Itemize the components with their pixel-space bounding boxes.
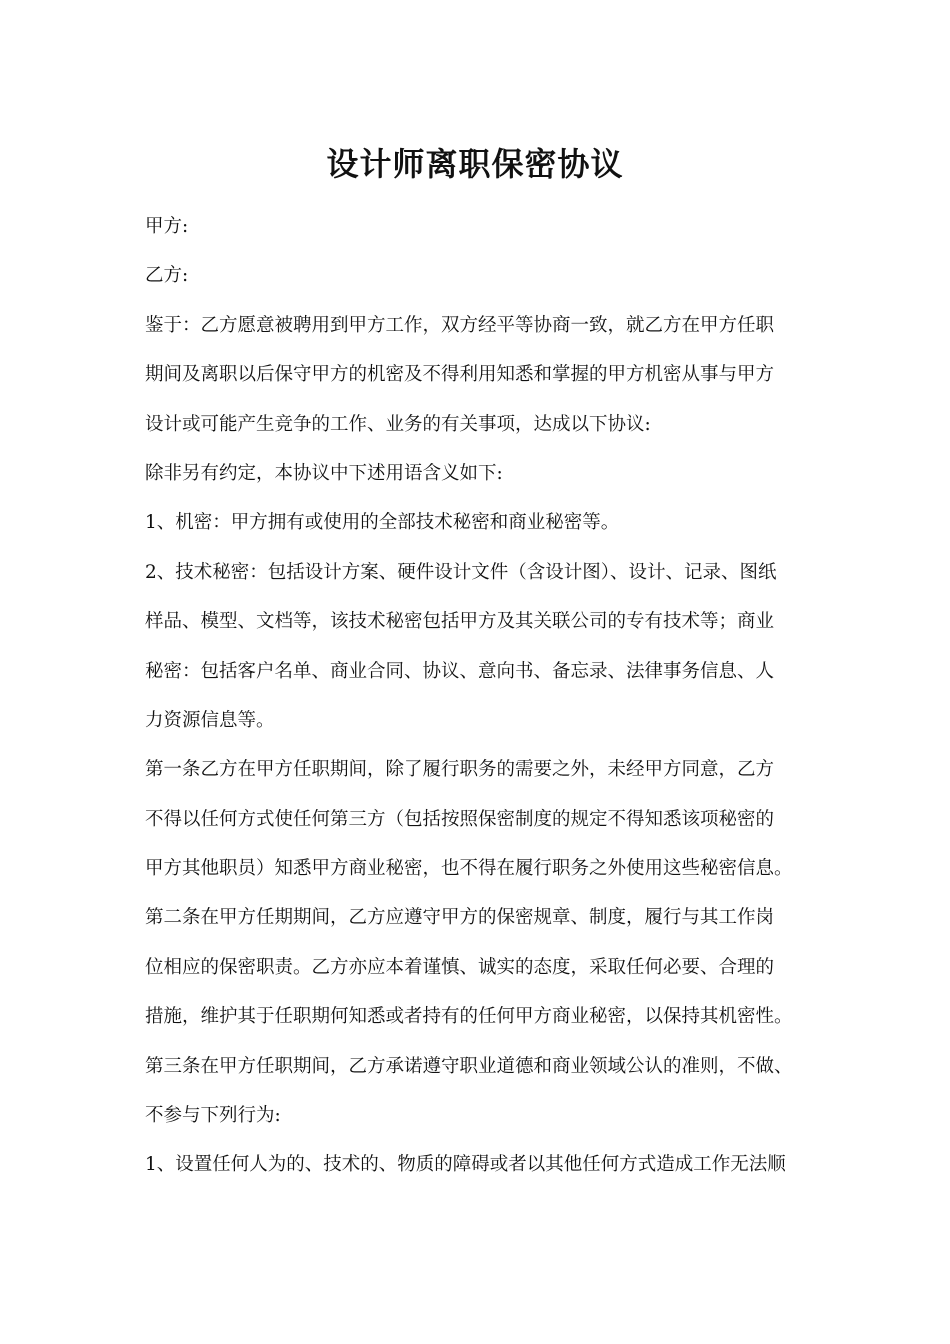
paragraph-line: 设计或可能产生竞争的工作、业务的有关事项，达成以下协议: [145, 413, 651, 435]
paragraph-line: 第三条在甲方任职期间，乙方承诺遵守职业道德和商业领域公认的准则，不做、 [145, 1055, 793, 1077]
paragraph-line: 除非另有约定，本协议中下述用语含义如下: [145, 462, 503, 484]
paragraph-line: 甲方其他职员）知悉甲方商业秘密，也不得在履行职务之外使用这些秘密信息。 [145, 858, 793, 880]
document-title: 设计师离职保密协议 [326, 145, 624, 183]
paragraph-line: 1、设置任何人为的、技术的、物质的障碍或者以其他任何方式造成工作无法顺 [145, 1154, 786, 1176]
paragraph-line: 秘密：包括客户名单、商业合同、协议、意向书、备忘录、法律事务信息、人 [145, 660, 775, 682]
paragraph-line: 措施，维护其于任职期何知悉或者持有的任何甲方商业秘密，以保持其机密性。 [145, 1006, 793, 1028]
paragraph-line: 样品、模型、文档等，该技术秘密包括甲方及其关联公司的专有技术等；商业 [145, 611, 775, 633]
paragraph-line: 鉴于：乙方愿意被聘用到甲方工作，双方经平等协商一致，就乙方在甲方任职 [145, 314, 775, 336]
paragraph-line: 不参与下列行为: [145, 1105, 281, 1127]
paragraph-line: 第二条在甲方任期期间，乙方应遵守甲方的保密规章、制度，履行与其工作岗 [145, 907, 775, 929]
paragraph-line: 期间及离职以后保守甲方的机密及不得利用知悉和掌握的甲方机密从事与甲方 [145, 364, 775, 386]
paragraph-line: 2、技术秘密：包括设计方案、硬件设计文件（含设计图）、设计、记录、图纸 [145, 561, 777, 583]
document-body [145, 202, 825, 1190]
paragraph-line: 不得以任何方式使任何第三方（包括按照保密制度的规定不得知悉该项秘密的 [145, 808, 775, 830]
party-a-line: 甲方: [145, 216, 189, 237]
paragraph-line: 第一条乙方在甲方任职期间，除了履行职务的需要之外，未经甲方同意，乙方 [145, 759, 775, 781]
paragraph-line: 力资源信息等。 [145, 709, 275, 731]
party-b-line: 乙方: [145, 265, 189, 287]
paragraph-line: 位相应的保密职责。乙方亦应本着谨慎、诚实的态度，采取任何必要、合理的 [145, 956, 775, 978]
paragraph-line: 1、机密：甲方拥有或使用的全部技术秘密和商业秘密等。 [145, 512, 620, 534]
